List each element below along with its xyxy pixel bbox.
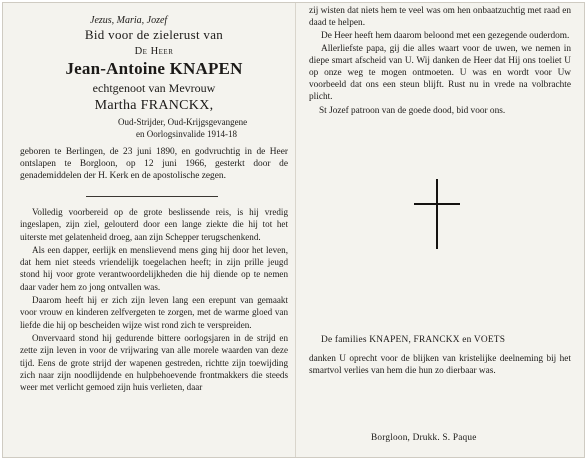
cross-icon-horizontal <box>414 203 460 205</box>
continuation-paragraph: zij wisten dat niets hem te veel was om hen onbaatzuchtig met raad en daad te helpen. <box>309 6 571 28</box>
printer-credit: Borgloon, Drukk. S. Paque <box>371 433 477 443</box>
title-line: en Oorlogsinvalide 1914-18 <box>136 128 237 139</box>
eulogy-paragraph: Daarom heeft hij er zich zijn leven lang een erepunt van gemaakt voor vrouw en kinderen zelfvergeten te zorgen, met de warme gloed van liefde die hij op bescheiden wijze wist rond zich te verspreiden. <box>20 295 288 330</box>
memorial-card <box>2 2 585 458</box>
card-fold-line <box>295 3 296 457</box>
eulogy-paragraph: Volledig voorbereid op de grote beslissende reis, is hij vredig ingeslapen, zijn ziel, gelouterd door een lange ziekte die hij tot het uiterste met gelatenheid droeg, aan zijn Schepper terugschenkend. <box>20 207 288 242</box>
cross-icon-vertical <box>436 179 438 249</box>
spouse-name: Martha FRANCKX, <box>94 98 214 113</box>
families-line: De families KNAPEN, FRANCKX en VOETS <box>321 335 506 345</box>
closing-prayer: St Jozef patroon van de goede dood, bid voor ons. <box>319 106 506 116</box>
prayer-request: Bid voor de zielerust van <box>84 27 224 42</box>
veteran-titles <box>118 117 278 140</box>
honorific: De Heer <box>134 46 174 57</box>
invocation: Jezus, Maria, Jozef <box>90 15 168 26</box>
life-dates: geboren te Berlingen, de 23 juni 1890, en godvruchtig in de Heer ontslapen te Borgloon, op 12 juni 1966, gesterkt door de genademiddelen der H. Kerk en de apostolische zegen. <box>20 147 288 181</box>
title-line: Oud-Strijder, Oud-Krijgsgevangene <box>118 117 248 127</box>
eulogy-continuation <box>309 5 571 118</box>
eulogy-text <box>20 206 288 394</box>
spouse-intro: echtgenoot van Mevrouw <box>92 81 216 95</box>
eulogy-paragraph: Onvervaard stond hij gedurende bittere oorlogsjaren in de strijd en zette zijn leven in voor de vrijwaring van alle morele waarden van deze tijd. Eens de grote strijd der wapenen gestreden, richtte zijn toewijding zich naar zijn noodlijdende en hulpbehoevende frontmakkers die steeds weer met verlicht gemoed zijn huis verlieten, daar <box>20 332 288 393</box>
divider-rule <box>86 196 218 197</box>
farewell-paragraph: Allerliefste papa, gij die alles waart voor de uwen, we nemen in diepe smart afscheid van U. Wij danken de Heer dat Hij ons toeliet U op onze weg te mogen ontmoeten. U was en wordt voor Uw voorbeeld dat ons een steun blijft. Rust nu in vrede na volbrachte plicht. <box>309 44 571 102</box>
thanks-text: danken U oprecht voor de blijken van kristelijke deelneming bij het smartvol verlies van hem die hun zo dierbaar was. <box>309 354 571 376</box>
deceased-name: Jean-Antoine KNAPEN <box>65 59 243 78</box>
eulogy-paragraph: De Heer heeft hem daarom beloond met een gezegende ouderdom. <box>321 31 570 41</box>
eulogy-paragraph: Als een dapper, eerlijk en menslievend mens ging hij door het leven, dat hem niet steeds vriendelijk toegelachen heeft; in zijn prille jeugd stond hij voor grote verantwoordelijkheden die hij diende op te nemen daar vader hem zo jong ontvallen was. <box>20 244 288 292</box>
